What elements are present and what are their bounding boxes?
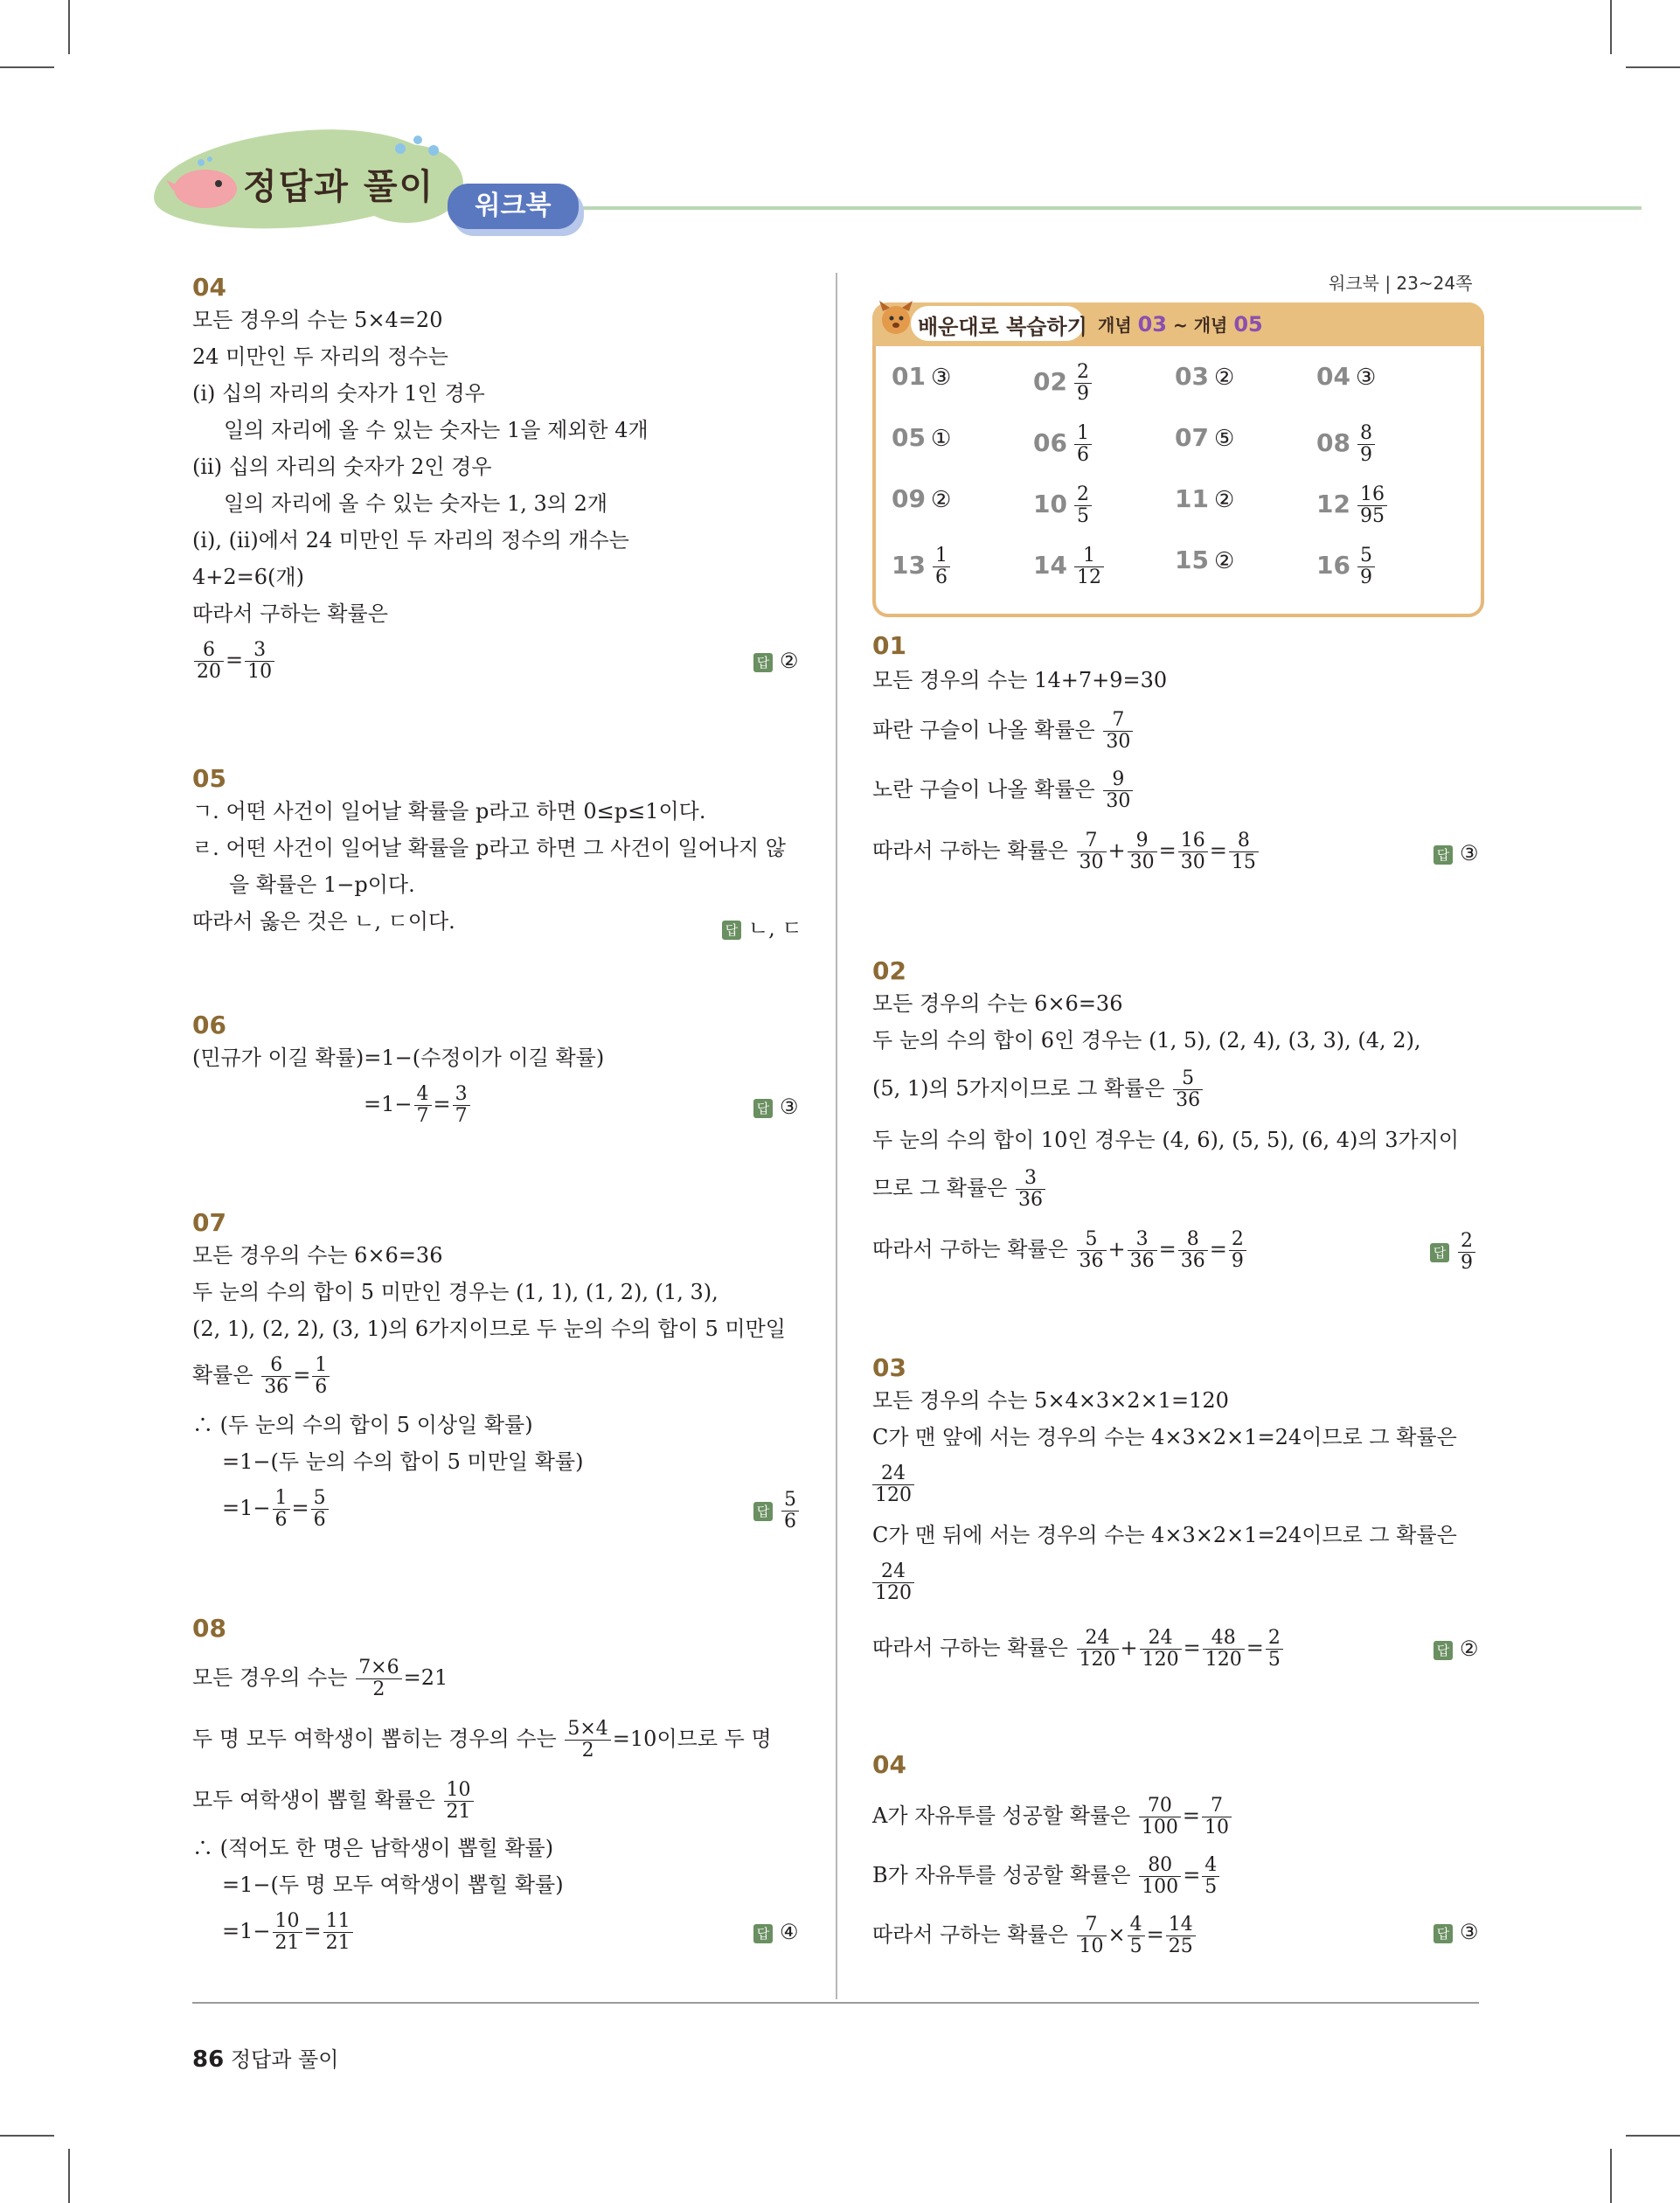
bottom-rule [192, 2002, 1479, 2004]
answer-icon: 답 [753, 1502, 773, 1521]
answer-icon: 답 [753, 1924, 773, 1943]
header-title: 정답과 풀이 [243, 167, 435, 207]
crop-mark [68, 0, 70, 54]
review-answer-item: 13 $\frac{1}{6}$ [892, 546, 952, 588]
fraction: $\frac{10}{21}$ [444, 1780, 474, 1823]
text-line: 모든 경우의 수는 6×6=36 [192, 1243, 443, 1268]
fraction: $\frac{2}{9}$ [1074, 362, 1092, 405]
fraction: $\frac{3}{7}$ [453, 1084, 470, 1127]
fraction: $\frac{10}{21}$ [273, 1911, 302, 1954]
crop-mark [0, 66, 54, 68]
fraction: $\frac{8}{36}$ [1178, 1229, 1208, 1272]
math-line: 따라서 구하는 확률은 $\frac{7}{10}$ × $\frac{4}{5}$ = $\frac{14}{25}$ [872, 1915, 1198, 1957]
fraction: $\frac{48}{120}$ [1203, 1628, 1245, 1671]
math-line: 노란 구슬이 나올 확률은 $\frac{9}{30}$ [872, 769, 1135, 812]
whale-icon [166, 156, 245, 217]
math-line: 므로 그 확률은 $\frac{3}{36}$ [872, 1168, 1047, 1211]
text-line: 모든 경우의 수는 5×4×3×2×1=120 [872, 1388, 1229, 1413]
math-line: A가 자유투를 성공할 확률은 $\frac{70}{100}$ = $\frac{7}{10}$ [872, 1796, 1233, 1838]
problem-number: 04 [192, 273, 226, 302]
review-answer-item: 12 $\frac{16}{95}$ [1316, 484, 1389, 527]
fraction: $\frac{24}{120}$ [872, 1463, 914, 1506]
fraction: $\frac{7\times 6}{2}$ [356, 1657, 401, 1700]
page-reference: 워크북 | 23~24쪽 [1329, 273, 1473, 294]
answer-mark [753, 1490, 801, 1532]
fraction: $\frac{5}{36}$ [1173, 1068, 1203, 1111]
review-answer-item: 08 $\frac{8}{9}$ [1316, 423, 1377, 466]
fraction: $\frac{16}{30}$ [1178, 830, 1208, 873]
review-subtitle: 개념 03 ~ 개념 05 [1098, 312, 1263, 337]
math-line: B가 자유투를 성공할 확률은 $\frac{80}{100}$ = $\frac{4}{5}$ [872, 1855, 1221, 1898]
review-answer-item: 16 $\frac{5}{9}$ [1316, 546, 1377, 588]
review-answer-item: 09 ② [892, 484, 952, 513]
answer-mark: 답 ④ [753, 1920, 799, 1944]
text-line: 모든 경우의 수는 5×4=20 [192, 308, 443, 332]
fraction: $\frac{1}{6}$ [933, 546, 950, 588]
fraction: $\frac{9}{30}$ [1128, 830, 1157, 873]
review-answer-item: 04 ③ [1316, 362, 1377, 391]
text-line: 따라서 구하는 확률은 [192, 601, 388, 626]
fraction: $\frac{7}{10}$ [1202, 1796, 1232, 1838]
fraction: $\frac{6}{36}$ [261, 1355, 291, 1398]
fraction: $\frac{2}{9}$ [1458, 1231, 1475, 1274]
math-line: =1− $\frac{4}{7}$ = $\frac{3}{7}$ [364, 1084, 472, 1127]
math-line: $\frac{6}{20}$ = $\frac{3}{10}$ [192, 640, 276, 683]
math-line [871, 1463, 916, 1506]
text-line: =1−(두 눈의 수의 합이 5 미만일 확률) [222, 1449, 584, 1474]
column-divider [836, 273, 837, 1999]
answer-mark: 답 ③ [753, 1095, 799, 1119]
fraction: $\frac{24}{120}$ [872, 1561, 914, 1604]
fraction: $\frac{4}{5}$ [1128, 1915, 1145, 1957]
fraction: $\frac{7}{10}$ [1077, 1915, 1107, 1957]
fraction: $\frac{24}{120}$ [1140, 1628, 1182, 1671]
fraction: $\frac{2}{5}$ [1074, 484, 1092, 527]
problem-number: 04 [872, 1750, 906, 1779]
fraction: $\frac{7}{30}$ [1077, 830, 1107, 873]
math-line: (5, 1)의 5가지이므로 그 확률은 $\frac{5}{36}$ [872, 1068, 1204, 1111]
answer-mark: 답 ③ [1434, 1920, 1479, 1944]
fraction: $\frac{70}{100}$ [1139, 1796, 1181, 1838]
review-answer-item: 01 ③ [892, 362, 952, 391]
problem-number: 01 [872, 631, 906, 660]
math-line: =1− $\frac{10}{21}$ = $\frac{11}{21}$ [222, 1911, 355, 1954]
fraction: $\frac{5}{6}$ [311, 1488, 329, 1531]
fraction: $\frac{80}{100}$ [1139, 1855, 1181, 1898]
header-rule [559, 206, 1642, 210]
text-line: 모든 경우의 수는 6×6=36 [872, 991, 1123, 1016]
review-answer-item: 07 ⑤ [1175, 423, 1235, 452]
math-line: =1− $\frac{1}{6}$ = $\frac{5}{6}$ [222, 1488, 330, 1531]
fraction: $\frac{24}{120}$ [1077, 1628, 1119, 1671]
answer-icon: 답 [722, 921, 741, 940]
crop-mark [1610, 2149, 1612, 2203]
text-line: 모든 경우의 수는 14+7+9=30 [872, 668, 1168, 692]
answer-icon: 답 [1434, 1924, 1453, 1943]
fraction: $\frac{9}{30}$ [1103, 769, 1133, 812]
text-line: (ⅱ) 십의 자리의 숫자가 2인 경우 [192, 455, 492, 479]
text-line: 4+2=6(개) [192, 565, 304, 589]
math-line: 따라서 구하는 확률은 $\frac{5}{36}$ + $\frac{3}{36}$ = $\frac{8}{36}$ = $\frac{2}{9}$ [872, 1229, 1248, 1272]
fraction: $\frac{1}{6}$ [273, 1488, 290, 1531]
crop-mark [1626, 2135, 1680, 2137]
text-line: (ⅰ) 십의 자리의 숫자가 1인 경우 [192, 381, 485, 406]
fraction: $\frac{5}{36}$ [1077, 1229, 1107, 1272]
workbook-tab: 워크북 [448, 184, 579, 229]
text-line: ∴ (적어도 한 명은 남학생이 뽑힐 확률) [192, 1836, 554, 1860]
review-title: 배운대로 복습하기 [918, 315, 1087, 339]
text-line: (2, 1), (2, 2), (3, 1)의 6가지이므로 두 눈의 수의 합이 5 미만일 [192, 1317, 786, 1341]
problem-number: 08 [192, 1614, 226, 1643]
math-line: 모두 여학생이 뽑힐 확률은 $\frac{10}{21}$ [192, 1780, 476, 1823]
text-line: 두 눈의 수의 합이 6인 경우는 (1, 5), (2, 4), (3, 3), (4, 2), [872, 1028, 1421, 1053]
text-line: 일의 자리에 올 수 있는 숫자는 1, 3의 2개 [224, 491, 608, 516]
fraction: $\frac{1}{6}$ [312, 1355, 330, 1398]
text-line: ∴ (두 눈의 수의 합이 5 이상일 확률) [192, 1413, 533, 1437]
fraction: $\frac{2}{5}$ [1266, 1628, 1283, 1671]
fraction: $\frac{4}{5}$ [1202, 1855, 1219, 1898]
text-line: =1−(두 명 모두 여학생이 뽑힐 확률) [222, 1873, 564, 1897]
review-answer-item: 02 $\frac{2}{9}$ [1033, 362, 1093, 405]
text-line: (민규가 이길 확률)=1−(수정이가 이길 확률) [192, 1046, 605, 1070]
fraction: $\frac{7}{30}$ [1103, 710, 1133, 753]
math-line: 확률은 $\frac{6}{36}$ = $\frac{1}{6}$ [192, 1355, 331, 1398]
answer-mark: 답 ② [753, 649, 799, 673]
review-answer-item: 10 $\frac{2}{5}$ [1033, 484, 1093, 527]
review-answer-item: 15 ② [1175, 546, 1235, 574]
fraction: $\frac{4}{7}$ [414, 1084, 432, 1127]
fraction: $\frac{3}{36}$ [1128, 1229, 1157, 1272]
problem-number: 07 [192, 1208, 226, 1237]
math-line: 파란 구슬이 나올 확률은 $\frac{7}{30}$ [872, 710, 1135, 753]
text-line: 일의 자리에 올 수 있는 숫자는 1을 제외한 4개 [224, 418, 649, 442]
text-line: 두 눈의 수의 합이 5 미만인 경우는 (1, 1), (1, 2), (1, 3), [192, 1280, 719, 1304]
problem-number: 02 [872, 956, 906, 985]
text-line: ㄱ. 어떤 사건이 일어날 확률을 p라고 하면 0≤p≤1이다. [192, 799, 706, 824]
review-answer-item: 11 ② [1175, 484, 1235, 513]
crop-mark [1610, 0, 1612, 54]
review-answer-item: 06 $\frac{1}{6}$ [1033, 423, 1093, 466]
text-line: 두 눈의 수의 합이 10인 경우는 (4, 6), (5, 5), (6, 4)의 3가지이 [872, 1128, 1460, 1152]
math-line: 따라서 구하는 확률은 $\frac{24}{120}$ + $\frac{24}{120}$ = $\frac{48}{120}$ = $\frac{2}{5}$ [872, 1628, 1285, 1671]
text-line: 24 미만인 두 자리의 정수는 [192, 344, 448, 369]
problem-number: 06 [192, 1011, 226, 1039]
crop-mark [0, 2135, 54, 2137]
review-answer-item: 03 ② [1175, 362, 1235, 391]
answer-mark: 답 ③ [1434, 841, 1479, 865]
fraction: $\frac{2}{9}$ [1229, 1229, 1246, 1272]
answer-icon: 답 [1430, 1243, 1449, 1262]
math-line [871, 1561, 916, 1604]
page-footer [192, 2042, 338, 2073]
text-line: C가 맨 앞에 서는 경우의 수는 4×3×2×1=24이므로 그 확률은 [872, 1425, 1457, 1449]
review-answer-item: 05 ① [892, 423, 952, 452]
fraction: $\frac{5}{9}$ [1357, 546, 1375, 588]
page-number: 86 [192, 2047, 225, 2073]
dog-icon [874, 297, 918, 341]
fraction: $\frac{16}{95}$ [1357, 484, 1387, 527]
answer-mark: 답 ② [1434, 1637, 1479, 1661]
answer-mark [1430, 1231, 1477, 1274]
math-line: 모든 경우의 수는 $\frac{7\times 6}{2}$ =21 [192, 1657, 448, 1700]
fraction: $\frac{8}{15}$ [1229, 830, 1259, 873]
crop-mark [1626, 66, 1680, 68]
fraction: $\frac{6}{20}$ [194, 640, 224, 683]
footer-label: 정답과 풀이 [230, 2047, 339, 2072]
crop-mark [68, 2149, 70, 2203]
fraction: $\frac{8}{9}$ [1357, 423, 1375, 466]
answer-icon: 답 [1434, 1641, 1453, 1660]
review-answer-item: 14 $\frac{1}{12}$ [1033, 546, 1106, 588]
fraction: $\frac{5}{6}$ [781, 1490, 799, 1532]
math-line: 따라서 구하는 확률은 $\frac{7}{30}$ + $\frac{9}{30}$ = $\frac{16}{30}$ = $\frac{8}{15}$ [872, 830, 1260, 873]
text-line: 따라서 옳은 것은 ㄴ, ㄷ이다. [192, 909, 455, 934]
fraction: $\frac{5\times 4}{2}$ [565, 1719, 610, 1762]
fraction: $\frac{3}{36}$ [1016, 1168, 1045, 1211]
answer-mark: 답 ㄴ, ㄷ [722, 911, 802, 942]
text-line: ㄹ. 어떤 사건이 일어날 확률을 p라고 하면 그 사건이 일어나지 않 [192, 836, 786, 860]
problem-number: 03 [872, 1353, 906, 1382]
text-line: 을 확률은 1−p이다. [229, 872, 415, 897]
text-line: (ⅰ), (ⅱ)에서 24 미만인 두 자리의 정수의 개수는 [192, 528, 629, 552]
fraction: $\frac{14}{25}$ [1166, 1915, 1196, 1957]
problem-number: 05 [192, 764, 226, 793]
answer-icon: 답 [1434, 845, 1453, 865]
fraction: $\frac{11}{21}$ [323, 1911, 353, 1954]
fraction: $\frac{1}{12}$ [1074, 546, 1104, 588]
fraction: $\frac{1}{6}$ [1074, 423, 1092, 466]
fraction: $\frac{3}{10}$ [245, 640, 274, 683]
text-line: C가 맨 뒤에 서는 경우의 수는 4×3×2×1=24이므로 그 확률은 [872, 1523, 1457, 1547]
answer-icon: 답 [753, 653, 773, 672]
math-line: 두 명 모두 여학생이 뽑히는 경우의 수는 $\frac{5\times 4}{2}$ =10이므로 두 명 [192, 1718, 772, 1762]
answer-icon: 답 [753, 1099, 773, 1118]
